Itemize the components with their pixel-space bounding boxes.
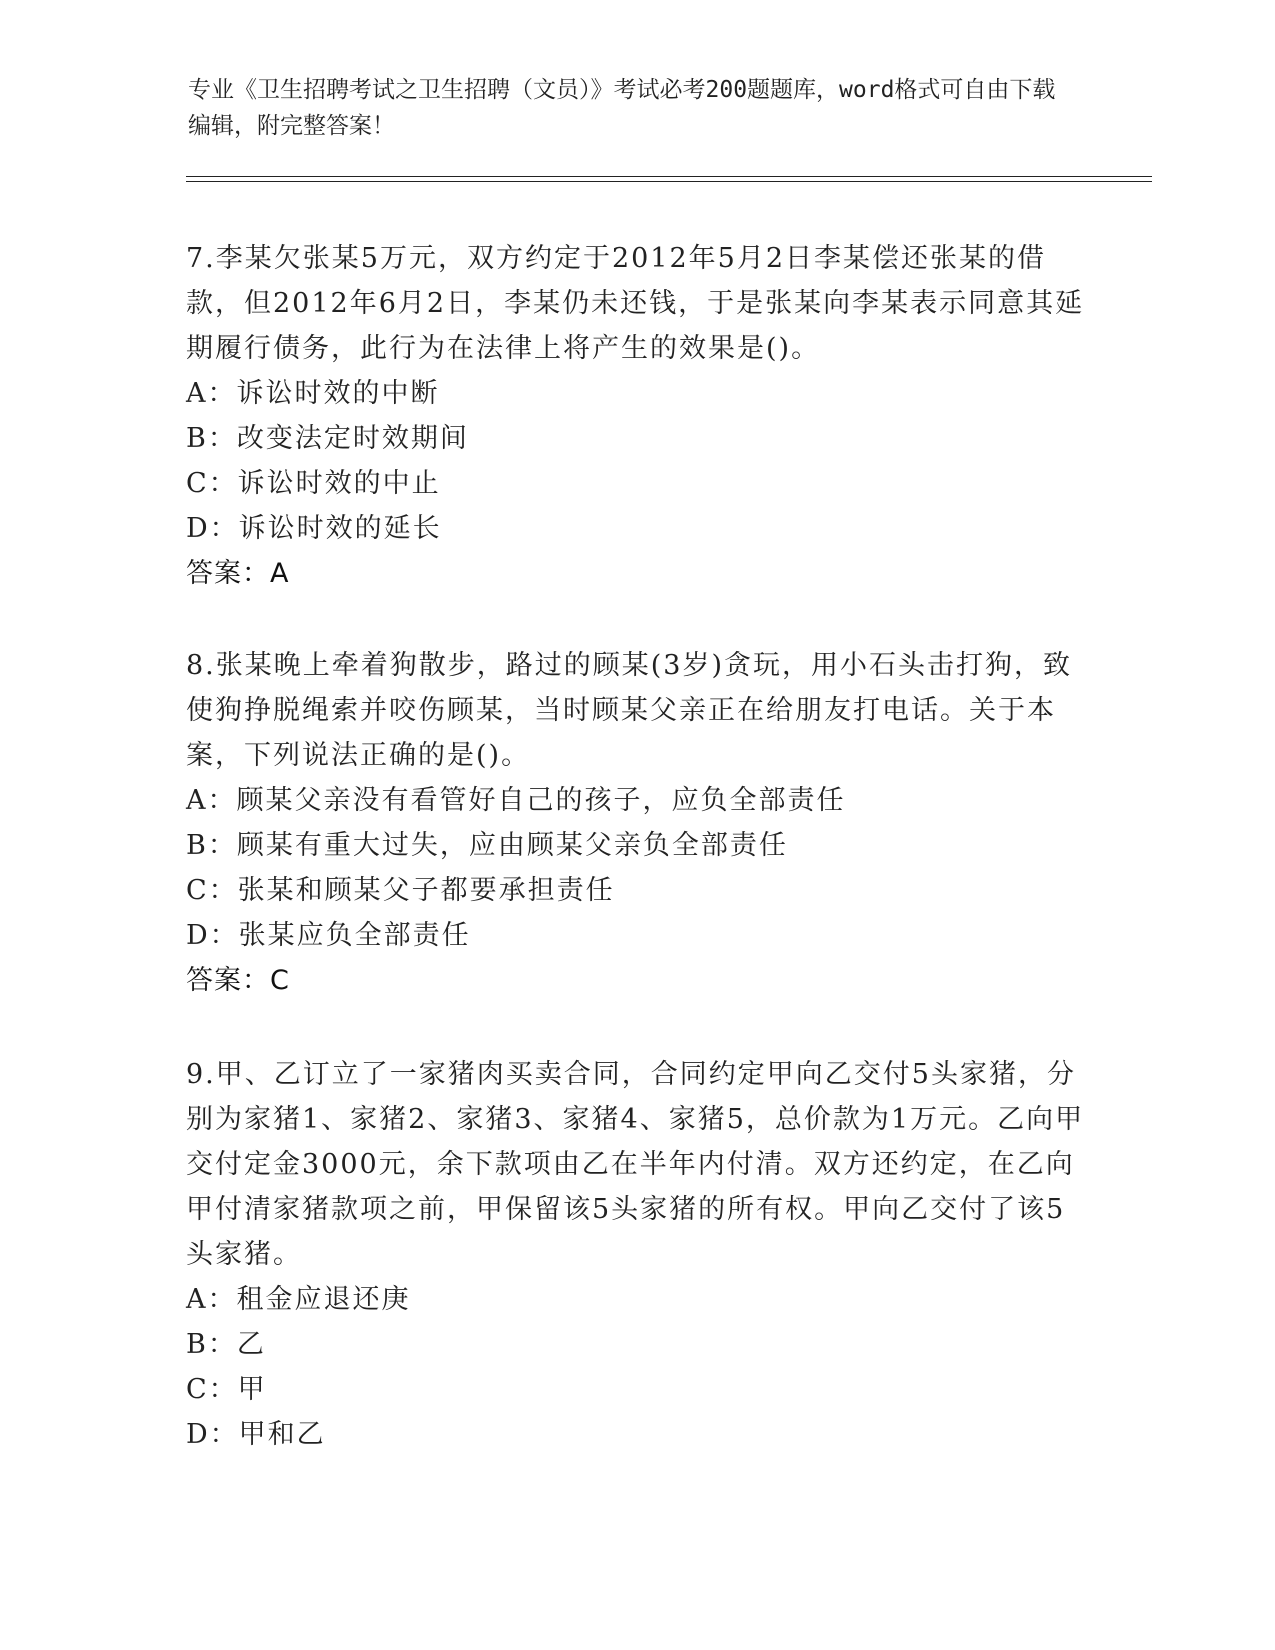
question-9 bbox=[186, 1052, 1086, 1457]
option-c: C：甲 bbox=[186, 1374, 267, 1405]
option-c: C：诉讼时效的中止 bbox=[186, 468, 441, 499]
answer: 答案：C bbox=[186, 965, 290, 996]
option-c: C：张某和顾某父子都要承担责任 bbox=[186, 875, 615, 906]
question-stem: 7.李某欠张某5万元，双方约定于2012年5月2日李某偿还张某的借款，但2012年6月2日，李某仍未还钱，于是张某向李某表示同意其延期履行债务，此行为在法律上将产生的效果是()。 bbox=[186, 243, 1085, 364]
option-a: A：顾某父亲没有看管好自己的孩子，应负全部责任 bbox=[186, 785, 846, 816]
option-a: A：诉讼时效的中断 bbox=[186, 378, 440, 409]
option-b: B：改变法定时效期间 bbox=[186, 423, 469, 454]
question-stem: 8.张某晚上牵着狗散步，路过的顾某(3岁)贪玩，用小石头击打狗，致使狗挣脱绳索并咬伤顾某，当时顾某父亲正在给朋友打电话。关于本案，下列说法正确的是()。 bbox=[186, 650, 1073, 771]
question-7 bbox=[186, 236, 1086, 596]
header-divider-top bbox=[186, 176, 1152, 177]
option-d: D：甲和乙 bbox=[186, 1419, 326, 1450]
option-d: D：张某应负全部责任 bbox=[186, 920, 471, 951]
option-d: D：诉讼时效的延长 bbox=[186, 513, 442, 544]
option-b: B：乙 bbox=[186, 1329, 266, 1360]
header-divider-bottom bbox=[186, 181, 1152, 182]
document-header: 专业《卫生招聘考试之卫生招聘（文员）》考试必考200题题库，word格式可自由下载编辑，附完整答案！ bbox=[188, 77, 1056, 139]
question-8 bbox=[186, 643, 1086, 1003]
question-stem: 9.甲、乙订立了一家猪肉买卖合同，合同约定甲向乙交付5头家猪，分别为家猪1、家猪2、家猪3、家猪4、家猪5，总价款为1万元。乙向甲交付定金3000元，余下款项由乙在半年内付清。双方还约定，在乙向甲付清家猪款项之前，甲保留该5头家猪的所有权。甲向乙交付了该5头家猪。 bbox=[186, 1059, 1085, 1270]
option-a: A：租金应退还庚 bbox=[186, 1284, 411, 1315]
answer: 答案：A bbox=[186, 558, 290, 589]
option-b: B：顾某有重大过失，应由顾某父亲负全部责任 bbox=[186, 830, 788, 861]
